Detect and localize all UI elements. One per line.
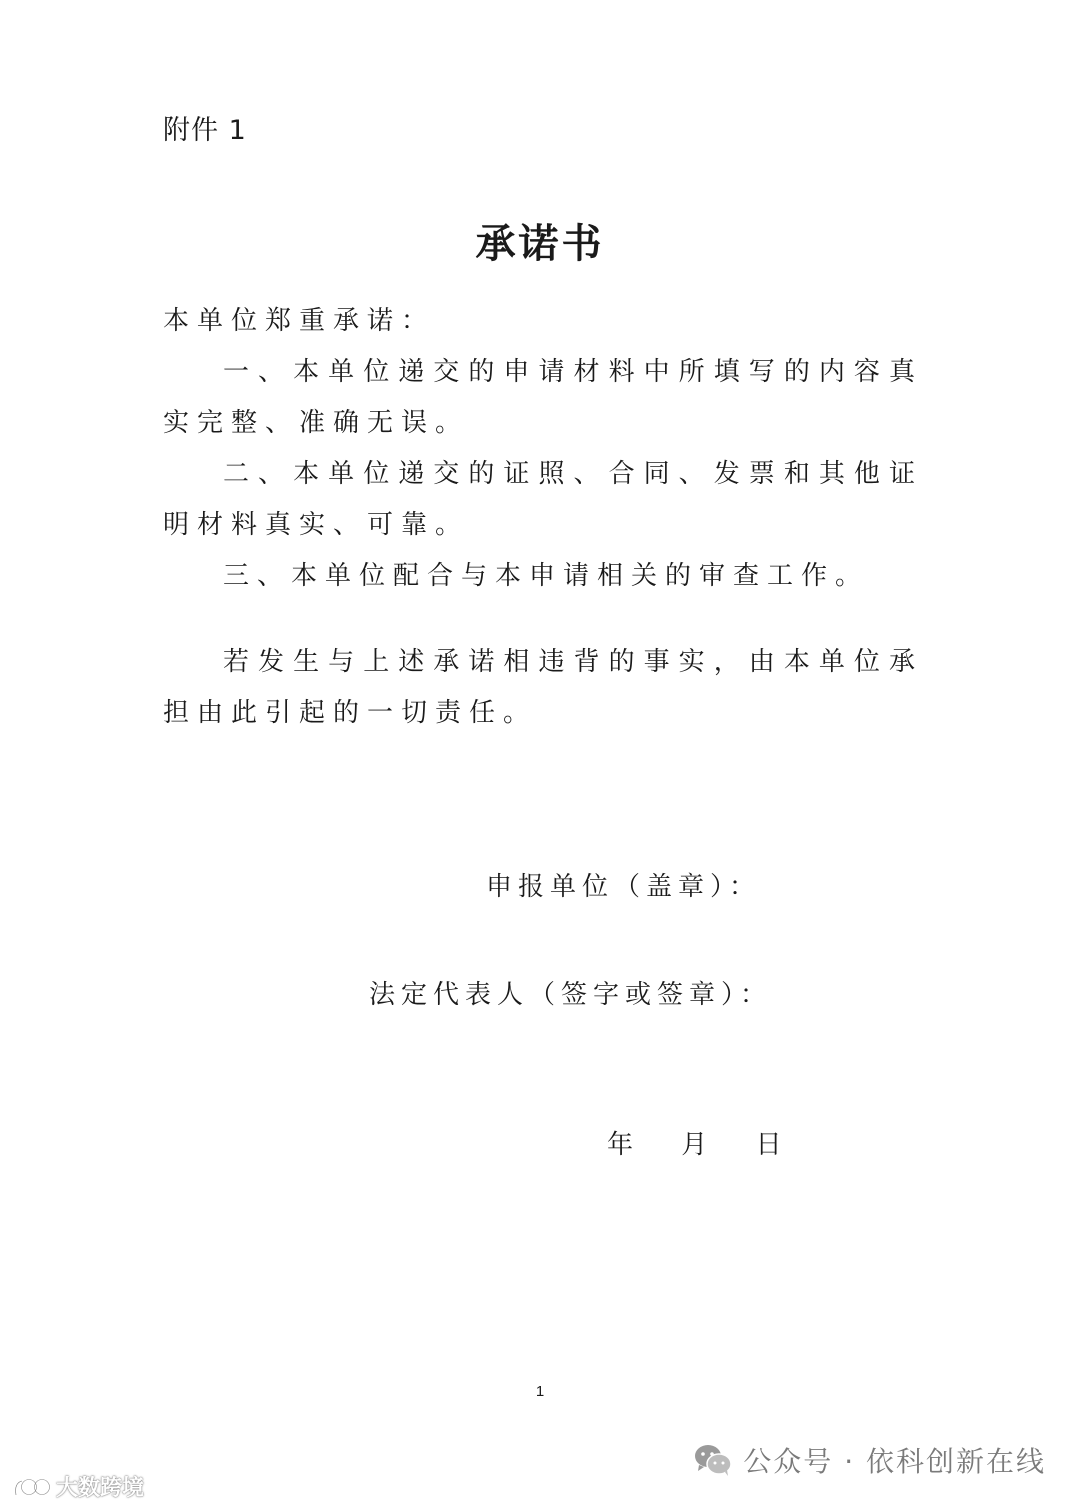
signature-representative-line: 法定代表人（签字或签章）： xyxy=(369,980,773,1010)
commitment-item-2: 二、本单位递交的证照、合同、发票和其他证明材料真实、可靠。 xyxy=(163,459,923,540)
logo-icon xyxy=(12,1475,52,1499)
date-line xyxy=(607,1124,788,1161)
wechat-watermark xyxy=(693,1440,1046,1480)
document-title: 承诺书 xyxy=(475,220,605,267)
commitment-item-1: 一、本单位递交的申请材料中所填写的内容真实完整、准确无误。 xyxy=(163,357,923,438)
closing-block xyxy=(163,637,923,739)
closing-statement: 若发生与上述承诺相违背的事实，由本单位承担由此引起的一切责任。 xyxy=(163,647,923,728)
wechat-watermark-text: 公众号 · 依科创新在线 xyxy=(743,1445,1046,1478)
date-day: 日 xyxy=(755,1130,788,1160)
source-watermark-text: 大数跨境 xyxy=(56,1476,145,1501)
date-year: 年 xyxy=(607,1130,640,1160)
source-watermark xyxy=(12,1471,144,1502)
wechat-icon xyxy=(693,1443,733,1477)
opening-statement: 本单位郑重承诺： xyxy=(163,306,436,336)
attachment-label: 附件 1 xyxy=(163,115,247,146)
signature-unit-line: 申报单位（盖章）： xyxy=(486,872,762,902)
date-month: 月 xyxy=(681,1130,714,1160)
document-body xyxy=(163,296,923,602)
commitment-item-3: 三、本单位配合与本申请相关的审查工作。 xyxy=(223,561,870,591)
page-number: 1 xyxy=(535,1383,545,1400)
